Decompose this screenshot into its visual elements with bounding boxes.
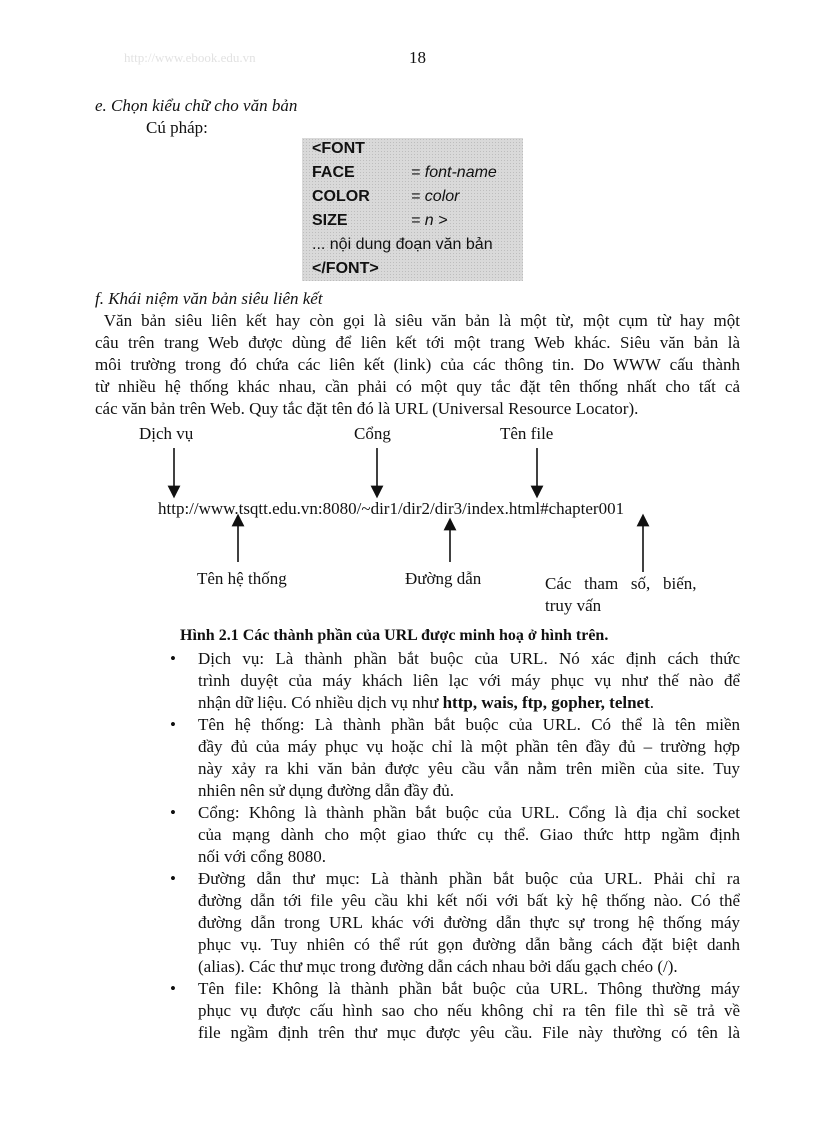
list-item-line: phục vụ được cấu hình sao cho nếu không chỉ ra tên file thì sẽ trả về bbox=[198, 1001, 740, 1020]
code-color-keyword: COLOR bbox=[312, 188, 370, 205]
bullet-icon: • bbox=[170, 649, 176, 668]
list-item bbox=[170, 802, 740, 868]
watermark-url: http://www.ebook.edu.vn bbox=[124, 50, 256, 65]
url-components-diagram bbox=[135, 420, 740, 620]
url-components-list bbox=[170, 648, 740, 1044]
code-close-tag: </FONT> bbox=[312, 260, 379, 277]
list-item-line: nối với cổng 8080. bbox=[198, 847, 326, 866]
bullet-icon: • bbox=[170, 869, 176, 888]
bullet-icon: • bbox=[170, 715, 176, 734]
label-filename: Tên file bbox=[500, 424, 554, 443]
page-number: 18 bbox=[409, 48, 426, 67]
list-item-line: Cổng: Không là thành phần bắt buộc của URL. Cổng là địa chỉ socket bbox=[198, 803, 740, 822]
label-hostname: Tên hệ thống bbox=[197, 569, 287, 588]
code-open-tag: <FONT bbox=[312, 140, 365, 157]
paragraph-line: Văn bản siêu liên kết hay còn gọi là siêu văn bản là một từ, một cụm từ hay một bbox=[95, 311, 740, 330]
list-item-line: đường dẫn tới file yêu cầu khi kết nối với bất kỳ hệ thống nào. Có thể bbox=[198, 891, 740, 910]
label-service: Dịch vụ bbox=[139, 424, 194, 443]
label-params-line2: truy vấn bbox=[545, 596, 602, 615]
section-e-title: e. Chọn kiểu chữ cho văn bản bbox=[95, 96, 298, 115]
label-path: Đường dẫn bbox=[405, 569, 482, 588]
code-size-value: = n > bbox=[411, 212, 448, 229]
code-color-value: = color bbox=[411, 188, 460, 205]
font-syntax-code-box bbox=[302, 138, 523, 281]
list-item-line: phục vụ. Tuy nhiên có thể rút gọn đường dẫn bằng cách đặt biệt danh bbox=[198, 935, 740, 954]
list-item-line bbox=[198, 692, 740, 714]
code-face-keyword: FACE bbox=[312, 164, 355, 181]
section-f-title: f. Khái niệm văn bản siêu liên kết bbox=[95, 289, 323, 308]
list-item bbox=[170, 648, 740, 714]
paragraph-line: câu trên trang Web được dùng để liên kết tới một trang Web khác. Siêu văn bản là bbox=[95, 333, 740, 352]
label-port: Cổng bbox=[354, 424, 391, 443]
syntax-label: Cú pháp: bbox=[146, 118, 208, 137]
list-item-line: Tên hệ thống: Là thành phần bắt buộc của URL. Có thể là tên miền bbox=[198, 715, 740, 734]
paragraph-line: môi trường trong đó chứa các liên kết (link) của các thông tin. Do WWW cấu thành bbox=[95, 355, 740, 374]
list-item-line: Tên file: Không là thành phần bắt buộc của URL. Thông thường máy bbox=[198, 979, 740, 998]
list-item-line: trình duyệt của máy khách liên lạc với máy phục vụ như thế nào để bbox=[198, 671, 740, 690]
figure-caption: Hình 2.1 Các thành phần của URL được minh hoạ ở hình trên. bbox=[180, 627, 609, 644]
code-content-line: ... nội dung đoạn văn bản bbox=[312, 236, 493, 253]
list-item-line: nhiên nên sử dụng đường dẫn đầy đủ. bbox=[198, 781, 454, 800]
list-item-line: (alias). Các thư mục trong đường dẫn cách nhau bởi dấu gạch chéo (/). bbox=[198, 957, 678, 976]
paragraph-line: các văn bản trên Web. Quy tắc đặt tên đó là URL (Universal Resource Locator). bbox=[95, 399, 639, 418]
list-item-line: đầy đủ của máy phục vụ hoặc chỉ là một phần tên đầy đủ – trường hợp bbox=[198, 737, 740, 756]
list-item-line: đường dẫn trong URL khác với đường dẫn thực sự trong hệ thống máy bbox=[198, 913, 740, 932]
bullet-icon: • bbox=[170, 803, 176, 822]
label-params-line1: Các tham số, biến, bbox=[545, 574, 697, 593]
paragraph-line: từ nhiều hệ thống khác nhau, cần phải có một quy tắc đặt tên thống nhất cho tất cả bbox=[95, 377, 740, 396]
list-item-tail: . bbox=[649, 693, 654, 712]
list-item bbox=[170, 714, 740, 802]
bullet-icon: • bbox=[170, 979, 176, 998]
list-item-line: Đường dẫn thư mục: Là thành phần bắt buộc của URL. Phải chỉ ra bbox=[198, 869, 740, 888]
hypertext-paragraph bbox=[95, 310, 740, 420]
list-item-line: này xảy ra khi văn bản được yêu cầu vẫn nằm trên miền của site. Tuy bbox=[198, 759, 740, 778]
code-face-value: = font-name bbox=[411, 164, 497, 181]
protocols-bold-text: http, wais, ftp, gopher, telnet bbox=[442, 693, 650, 712]
list-item bbox=[170, 978, 740, 1044]
list-item-line: Dịch vụ: Là thành phần bắt buộc của URL. Nó xác định cách thức bbox=[198, 649, 740, 668]
code-size-keyword: SIZE bbox=[312, 212, 348, 229]
list-item-text: nhận dữ liệu. Có nhiều dịch vụ như bbox=[198, 693, 443, 712]
url-example: http://www.tsqtt.edu.vn:8080/~dir1/dir2/dir3/index.html#chapter001 bbox=[158, 499, 625, 518]
list-item-line: của mạng dành cho một giao thức cụ thể. Giao thức http ngầm định bbox=[198, 825, 740, 844]
list-item bbox=[170, 868, 740, 978]
list-item-line: file ngầm định trên thư mục được yêu cầu. File này thường có tên là bbox=[198, 1023, 740, 1042]
